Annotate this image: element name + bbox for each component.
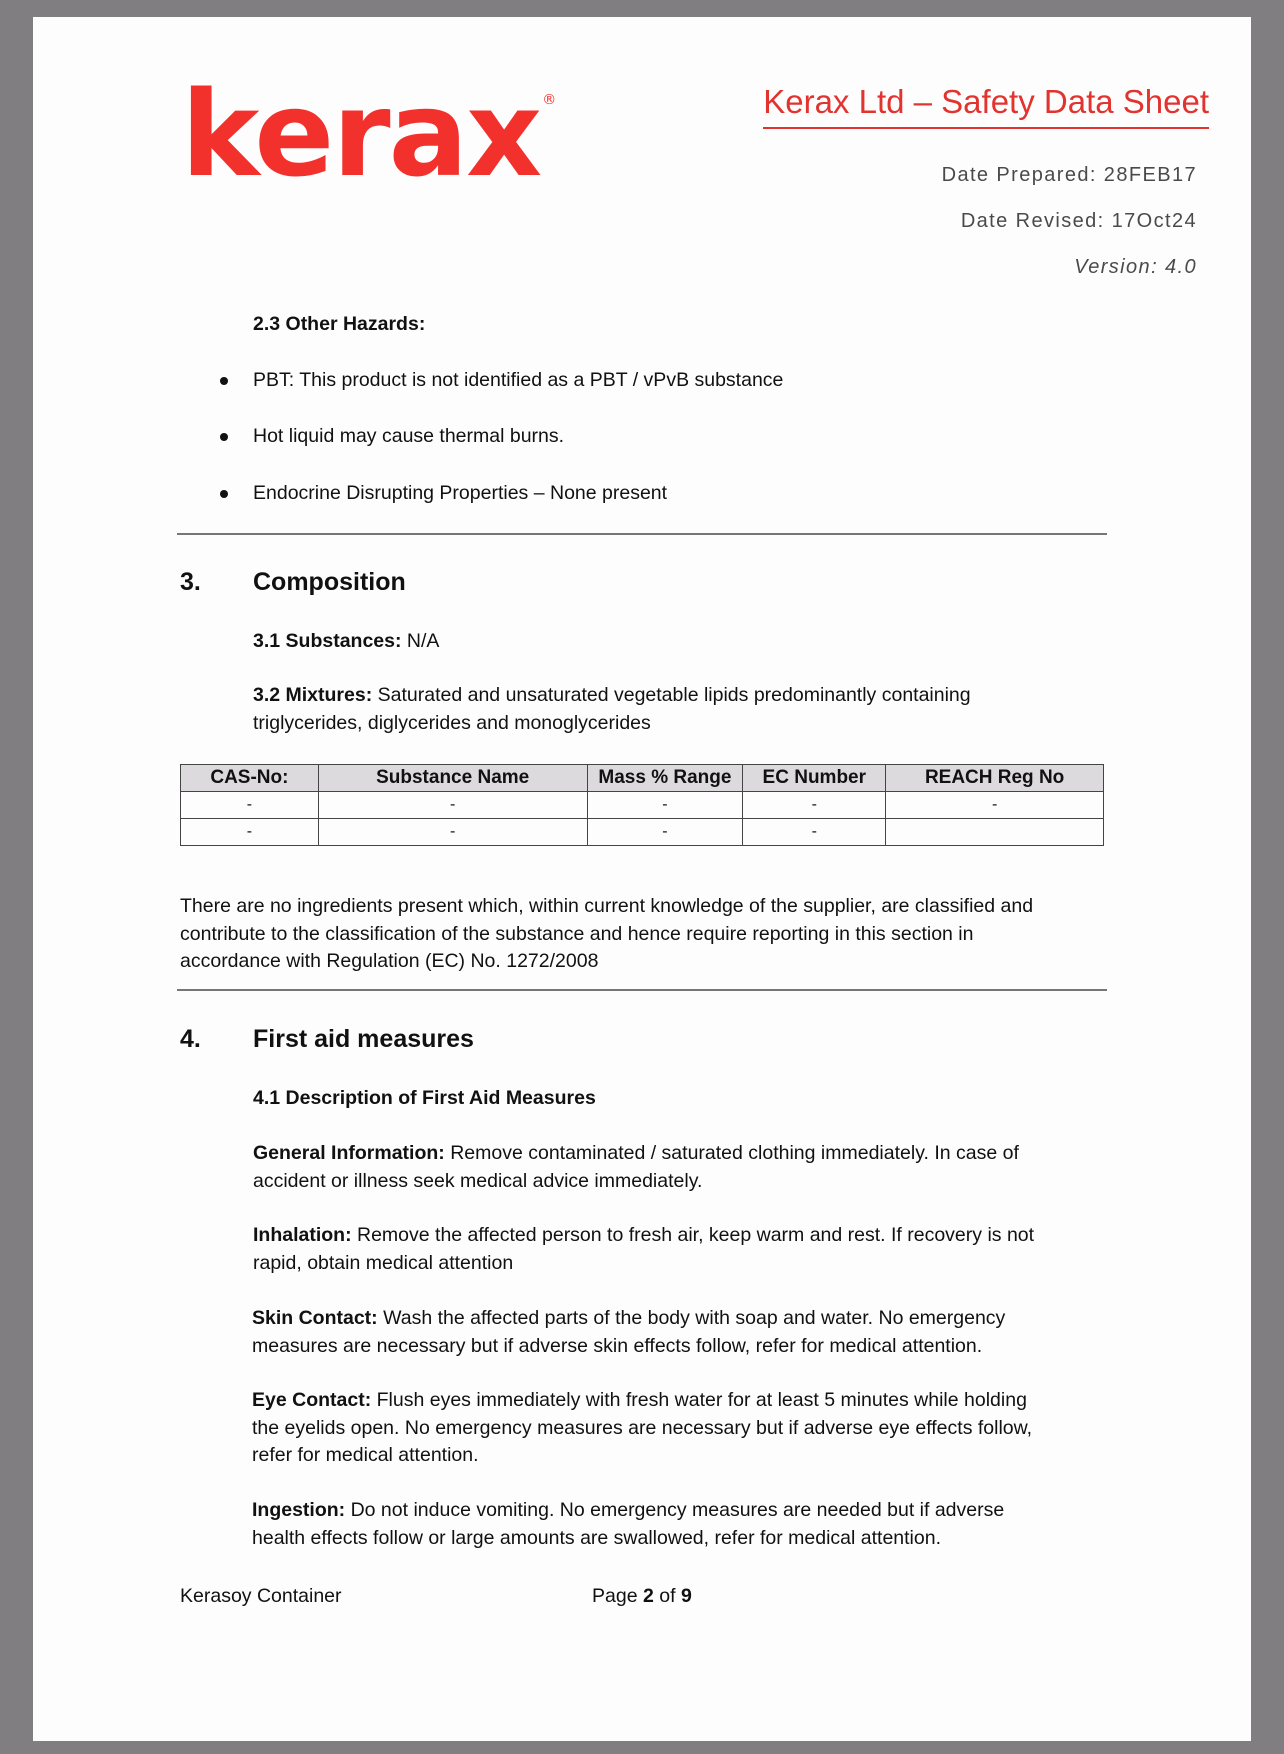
item-text: measures are necessary but if adverse skin effects follow, refer for medical attention. — [252, 1334, 983, 1357]
section-number: 4. — [180, 1025, 201, 1053]
table-cell: - — [181, 819, 319, 846]
hazard-bullet: Endocrine Disrupting Properties – None present — [253, 482, 668, 504]
item-text: Do not induce vomiting. No emergency measures are needed but if adverse — [345, 1499, 1005, 1521]
column-header: REACH Reg No — [886, 765, 1104, 792]
hazard-bullet: PBT: This product is not identified as a PBT / vPvB substance — [253, 369, 784, 391]
document-title: Kerax Ltd – Safety Data Sheet — [763, 83, 1209, 129]
composition-note — [180, 893, 1033, 976]
footer-product-name: Kerasoy Container — [180, 1585, 342, 1607]
item-label: Ingestion: — [252, 1499, 346, 1521]
hazard-bullet: Hot liquid may cause thermal burns. — [253, 425, 565, 447]
note-line: accordance with Regulation (EC) No. 1272/2008 — [180, 950, 599, 972]
substances-line — [253, 628, 439, 656]
mixtures-text: Saturated and unsaturated vegetable lipids predominantly containing — [372, 684, 971, 706]
table-cell: - — [743, 792, 886, 819]
table-cell: - — [587, 792, 743, 819]
note-line: contribute to the classification of the substance and hence require reporting in this section in — [180, 922, 974, 945]
other-hazards-heading: 2.3 Other Hazards: — [253, 313, 426, 335]
column-header: EC Number — [743, 765, 886, 792]
logo-text: kerax — [181, 65, 541, 203]
page-total: 9 — [680, 1585, 692, 1607]
mixtures-label: 3.2 Mixtures: — [253, 684, 373, 706]
first-aid-skin — [252, 1305, 1005, 1360]
item-label: General Information: — [253, 1142, 445, 1164]
table-cell: - — [181, 792, 319, 819]
item-text: Remove the affected person to fresh air, keep warm and rest. If recovery is not — [351, 1224, 1035, 1246]
substances-value: N/A — [401, 630, 440, 652]
first-aid-subheading: 4.1 Description of First Aid Measures — [253, 1087, 596, 1109]
kerax-logo — [181, 65, 555, 203]
table-cell: - — [886, 792, 1104, 819]
item-text: refer for medical attention. — [252, 1444, 479, 1466]
bullet-icon — [220, 490, 228, 498]
page-prefix: Page — [592, 1585, 643, 1607]
document-page — [33, 17, 1251, 1741]
first-aid-ingestion — [252, 1497, 1004, 1552]
column-header: Substance Name — [318, 765, 587, 792]
date-revised: Date Revised: 17Oct24 — [960, 210, 1197, 232]
registered-mark: ® — [542, 92, 555, 108]
first-aid-eye — [252, 1387, 1032, 1470]
section-divider — [177, 989, 1107, 991]
page-current: 2 — [642, 1585, 654, 1607]
section-title-first-aid: First aid measures — [253, 1025, 474, 1053]
bullet-icon — [220, 433, 228, 441]
composition-table — [180, 764, 1104, 846]
page-of: of — [653, 1585, 681, 1607]
mixtures-text: triglycerides, diglycerides and monoglycerides — [253, 711, 651, 734]
version: Version: 4.0 — [1074, 256, 1197, 278]
table-cell: - — [318, 819, 587, 846]
first-aid-inhalation — [253, 1222, 1034, 1277]
table-cell: - — [318, 792, 587, 819]
item-label: Inhalation: — [253, 1224, 352, 1246]
date-prepared: Date Prepared: 28FEB17 — [941, 164, 1197, 186]
table-cell: - — [743, 819, 886, 846]
column-header: Mass % Range — [587, 765, 743, 792]
table-row — [181, 792, 1104, 819]
item-label: Skin Contact: — [252, 1307, 378, 1329]
table-row — [181, 819, 1104, 846]
first-aid-general — [253, 1140, 1019, 1195]
table-header-row — [181, 765, 1104, 792]
item-text: Wash the affected parts of the body with soap and water. No emergency — [377, 1307, 1006, 1329]
item-text: health effects follow or large amounts are swallowed, refer for medical attention. — [252, 1526, 941, 1549]
table-cell: - — [587, 819, 743, 846]
column-header: CAS-No: — [181, 765, 319, 792]
section-number: 3. — [180, 568, 201, 596]
mixtures-paragraph — [253, 682, 971, 737]
note-line: There are no ingredients present which, within current knowledge of the supplier, are classified and — [180, 895, 1034, 917]
bullet-icon — [220, 377, 228, 385]
item-text: the eyelids open. No emergency measures are necessary but if adverse eye effects follow, — [252, 1416, 1033, 1439]
section-divider — [177, 533, 1107, 535]
table-cell — [886, 819, 1104, 846]
item-text: rapid, obtain medical attention — [253, 1251, 514, 1274]
page-number — [592, 1585, 692, 1608]
item-text: accident or illness seek medical advice immediately. — [253, 1169, 703, 1192]
item-text: Remove contaminated / saturated clothing immediately. In case of — [444, 1142, 1019, 1164]
substances-label: 3.1 Substances: — [253, 630, 402, 652]
item-text: Flush eyes immediately with fresh water for at least 5 minutes while holding — [371, 1389, 1027, 1411]
item-label: Eye Contact: — [252, 1389, 372, 1411]
section-title-composition: Composition — [253, 568, 406, 596]
